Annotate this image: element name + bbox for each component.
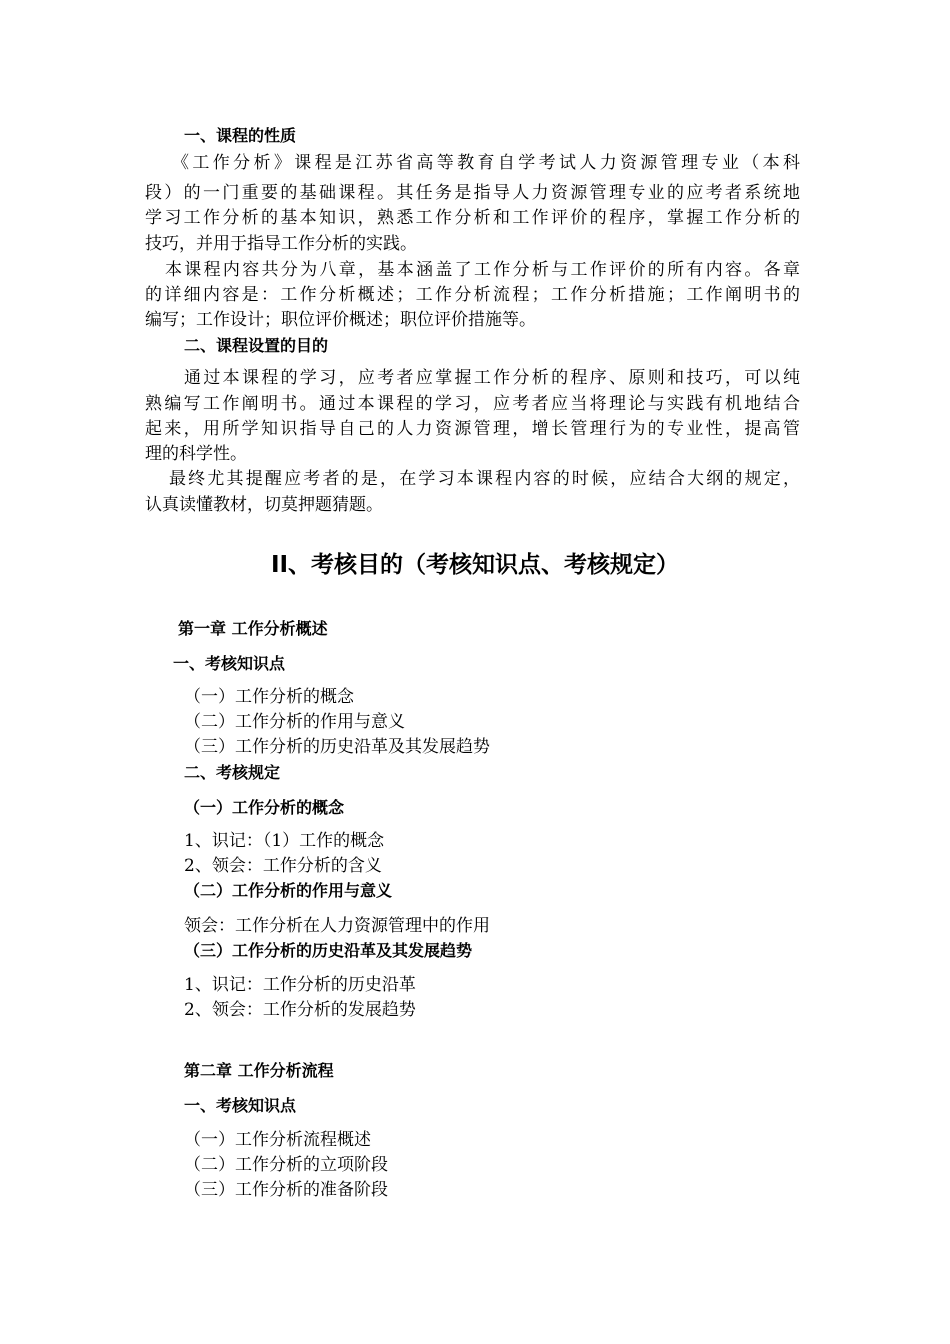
paragraph-line: 认真读懂教材，切莫押题猜题。 [145, 495, 383, 515]
chapter-1-requirements-heading: 二、考核规定 [184, 763, 281, 782]
list-item: 领会：工作分析在人力资源管理中的作用 [184, 916, 490, 936]
paragraph-line: 学习工作分析的基本知识，熟悉工作分析和工作评价的程序，掌握工作分析的 [145, 208, 800, 228]
paragraph-line: 《工作分析》课程是江苏省高等教育自学考试人力资源管理专业（本科 [172, 153, 800, 173]
list-item: （一）工作分析流程概述 [184, 1130, 371, 1150]
paragraph-line: 熟编写工作阐明书。通过本课程的学习，应考者应当将理论与实践有机地结合 [145, 394, 800, 414]
paragraph-line: 段）的一门重要的基础课程。其任务是指导人力资源管理专业的应考者系统地 [145, 183, 800, 203]
subsection-heading: （一）工作分析的概念 [184, 798, 345, 817]
section-title: II、考核目的（考核知识点、考核规定） [270, 552, 680, 578]
paragraph-line: 起来，用所学知识指导自己的人力资源管理，增长管理行为的专业性，提高管 [145, 419, 800, 439]
subsection-heading: （三）工作分析的历史沿革及其发展趋势 [184, 941, 473, 960]
paragraph-line: 的详细内容是：工作分析概述；工作分析流程；工作分析措施；工作阐明书的 [145, 285, 800, 305]
paragraph-line: 理的科学性。 [145, 444, 247, 464]
chapter-1-knowledge-heading: 一、考核知识点 [173, 654, 286, 673]
paragraph-line: 技巧，并用于指导工作分析的实践。 [145, 234, 417, 254]
subsection-heading: （二）工作分析的作用与意义 [184, 881, 393, 900]
list-item: 2、领会：工作分析的发展趋势 [184, 1000, 416, 1020]
heading-course-purpose: 二、课程设置的目的 [184, 336, 329, 355]
paragraph-line: 最终尤其提醒应考者的是，在学习本课程内容的时候，应结合大纲的规定， [169, 469, 800, 489]
list-item: （二）工作分析的作用与意义 [184, 712, 405, 732]
chapter-2-title: 第二章 工作分析流程 [184, 1061, 334, 1080]
paragraph-line: 通过本课程的学习，应考者应掌握工作分析的程序、原则和技巧，可以纯 [184, 368, 800, 388]
list-item: （二）工作分析的立项阶段 [184, 1155, 388, 1175]
list-item: （三）工作分析的准备阶段 [184, 1180, 388, 1200]
paragraph-line: 本课程内容共分为八章，基本涵盖了工作分析与工作评价的所有内容。各章 [165, 260, 800, 280]
heading-course-nature: 一、课程的性质 [184, 126, 297, 145]
list-item: 1、识记：工作分析的历史沿革 [184, 975, 416, 995]
list-item: （一）工作分析的概念 [184, 687, 354, 707]
paragraph-line: 编写；工作设计；职位评价概述；职位评价措施等。 [145, 310, 536, 330]
list-item: （三）工作分析的历史沿革及其发展趋势 [184, 737, 490, 757]
list-item: 1、识记：（1）工作的概念 [184, 831, 385, 851]
chapter-2-knowledge-heading: 一、考核知识点 [184, 1096, 297, 1115]
chapter-1-title: 第一章 工作分析概述 [178, 619, 328, 638]
list-item: 2、领会：工作分析的含义 [184, 856, 382, 876]
